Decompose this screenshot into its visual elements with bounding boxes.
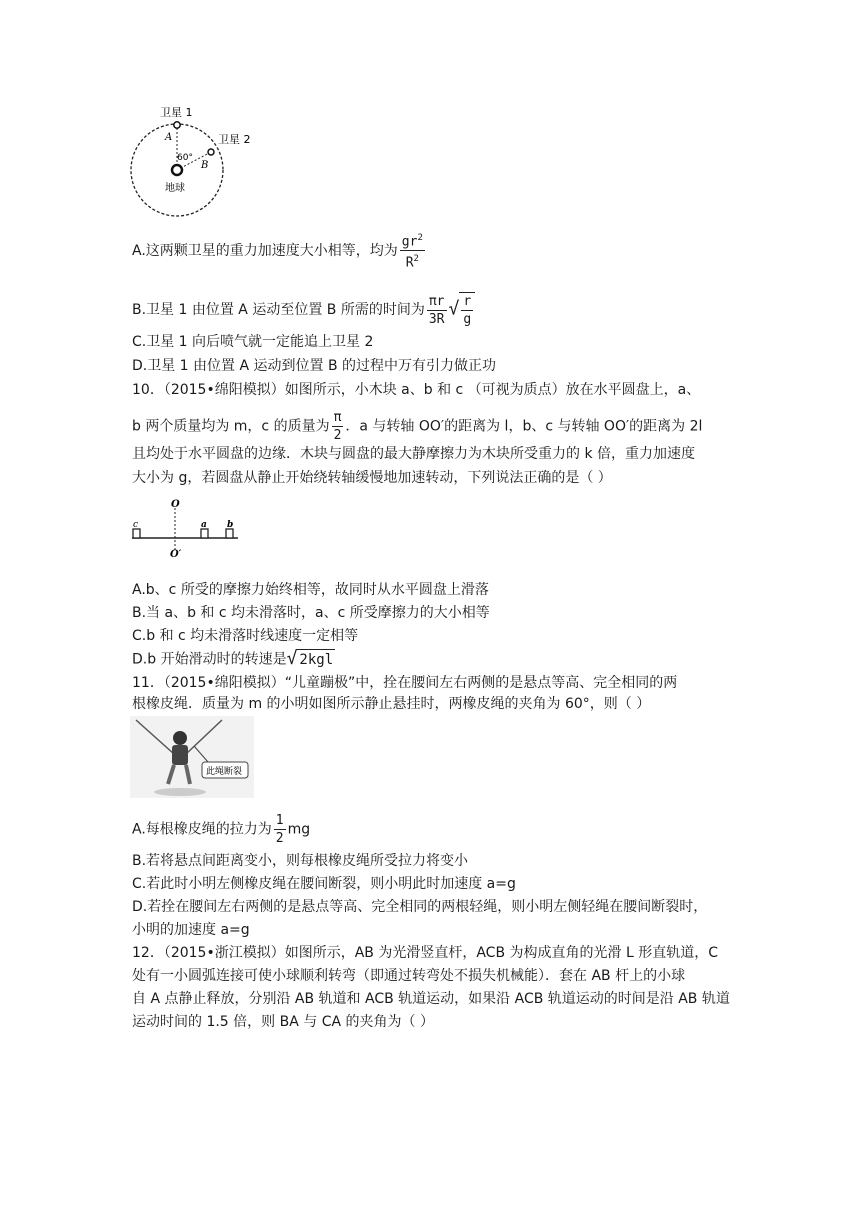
photo-bg <box>130 716 254 798</box>
q10-frac-den: 2 <box>333 428 342 443</box>
q12-line-2: 处有一小圆弧连接可使小球顺利转弯（即通过转弯处不损失机械能）．套在 AB 杆上的小球 <box>132 968 686 984</box>
q10-d-sqrt: √ 2kgl <box>286 648 334 669</box>
q12-line-1: 12．（2015•浙江模拟）如图所示，AB 为光滑竖直杆，ACB 为构成直角的光滑 L 形直轨道，C <box>132 945 718 961</box>
q9-option-a <box>132 230 427 272</box>
q10-line-4: 大小为 g，若圆盘从静止开始绕转轴缓慢地加速转动，下列说法正确的是（ ） <box>132 470 612 486</box>
point-b-label: B <box>201 160 209 171</box>
q9-b-sqrt: √ $\frac{r}{g}$ <box>449 292 476 328</box>
bungee-figure <box>130 716 254 798</box>
sat2-label: 卫星 2 <box>218 133 251 146</box>
q11-line-2: 根橡皮绳．质量为 m 的小明如图所示静止悬挂时，两橡皮绳的夹角为 60°，则（ ） <box>132 696 651 712</box>
label-o-prime: O′ <box>170 549 182 558</box>
q10-line-1: 10．（2015•绵阳模拟）如图所示，小木块 a、b 和 c （可视为质点）放在水平圆盘上，a、 <box>132 382 701 398</box>
q11-option-a <box>132 812 310 847</box>
q9-b-num: πr <box>428 293 445 309</box>
q9-a-den-sup: 2 <box>413 254 419 265</box>
q9-b-rad-num: r <box>463 294 472 309</box>
q11-a-pre: A.每根橡皮绳的拉力为 <box>132 821 272 838</box>
earth-label: 地球 <box>165 183 185 194</box>
q11-option-b: B.若将悬点间距离变小，则每根橡皮绳所受拉力将变小 <box>132 853 469 869</box>
q10-mass-fraction <box>332 409 344 444</box>
q11-option-d-line-2: 小明的加速度 a=g <box>132 922 250 938</box>
q9-a-num-sup: 2 <box>417 233 423 243</box>
q10-l2-pre: b 两个质量均为 m，c 的质量为 <box>132 418 330 435</box>
child-head-icon <box>173 731 187 745</box>
q10-option-a: A.b、c 所受的摩擦力始终相等，故同时从水平圆盘上滑落 <box>132 582 489 598</box>
turntable-figure <box>130 496 242 558</box>
angle-label: 60° <box>177 153 193 163</box>
q9-a-num: gr <box>401 234 418 250</box>
sat1-label: 卫星 1 <box>160 106 193 119</box>
q9-option-c: C.卫星 1 向后喷气就一定能追上卫星 2 <box>132 334 374 350</box>
satellite-2-icon <box>208 149 214 155</box>
q9-option-d: D.卫星 1 由位置 A 运动到位置 B 的过程中万有引力做正功 <box>132 358 497 374</box>
q10-option-d <box>132 649 335 670</box>
q9-b-den: 3R <box>428 311 445 327</box>
q9-a-den: R <box>405 255 414 271</box>
q9-b-fraction <box>427 293 447 328</box>
earth-icon <box>172 165 182 175</box>
ground-shadow <box>154 788 206 796</box>
q10-l2-post: ．a 与转轴 OO′的距离为 l，b、c 与转轴 OO′的距离为 2l <box>345 418 703 435</box>
q11-a-fraction <box>274 812 286 847</box>
q9-b-text: B.卫星 1 由位置 A 运动至位置 B 所需的时间为 <box>132 302 425 318</box>
q10-d-pre: D.b 开始滑动时的转速是 <box>132 651 287 668</box>
q11-option-d-line-1: D.若拴在腰间左右两侧的是悬点等高、完全相同的两根轻绳，则小明左侧轻绳在腰间断裂时， <box>132 899 708 915</box>
label-a: a <box>201 520 207 530</box>
satellite-orbit-figure <box>130 98 255 220</box>
q10-line-3: 且均处于水平圆盘的边缘．木块与圆盘的最大静摩擦力为木块所受重力的 k 倍，重力加速度 <box>132 446 696 462</box>
block-a <box>201 529 208 538</box>
satellite-1-icon <box>174 122 180 128</box>
q9-a-text: A.这两颗卫星的重力加速度大小相等，均为 <box>132 242 398 259</box>
q11-a-post: mg <box>287 821 311 838</box>
label-c: c <box>133 520 139 530</box>
block-b <box>226 529 233 538</box>
q11-option-c: C.若此时小明左侧橡皮绳在腰间断裂，则小明此时加速度 a=g <box>132 876 516 892</box>
q11-a-num: 1 <box>275 813 284 828</box>
q9-a-fraction <box>400 230 425 272</box>
callout-label: 此绳断裂 <box>206 767 243 777</box>
q10-d-rad: 2kgl <box>297 649 335 670</box>
q12-line-4: 运动时间的 1.5 倍，则 BA 与 CA 的夹角为（ ） <box>132 1014 434 1030</box>
q9-option-b <box>132 292 475 328</box>
block-c <box>133 529 140 538</box>
point-a-label: A <box>165 132 173 143</box>
label-b: b <box>227 520 234 530</box>
q10-frac-num: π <box>333 410 342 425</box>
q10-option-b: B.当 a、b 和 c 均未滑落时，a、c 所受摩擦力的大小相等 <box>132 605 490 621</box>
q10-option-c: C.b 和 c 均未滑落时线速度一定相等 <box>132 628 359 644</box>
q12-line-3: 自 A 点静止释放，分别沿 AB 轨道和 ACB 轨道运动，如果沿 ACB 轨道运动的时间是沿 AB 轨道 <box>132 991 730 1007</box>
q9-b-rad-den: g <box>463 312 472 327</box>
q10-line-2 <box>132 409 702 444</box>
child-body-icon <box>172 745 188 765</box>
q11-a-den: 2 <box>275 831 284 846</box>
label-o: O <box>171 499 180 510</box>
q11-line-1: 11．（2015•绵阳模拟）“儿童蹦极”中，拴在腰间左右两侧的是悬点等高、完全相同的两 <box>132 675 678 691</box>
